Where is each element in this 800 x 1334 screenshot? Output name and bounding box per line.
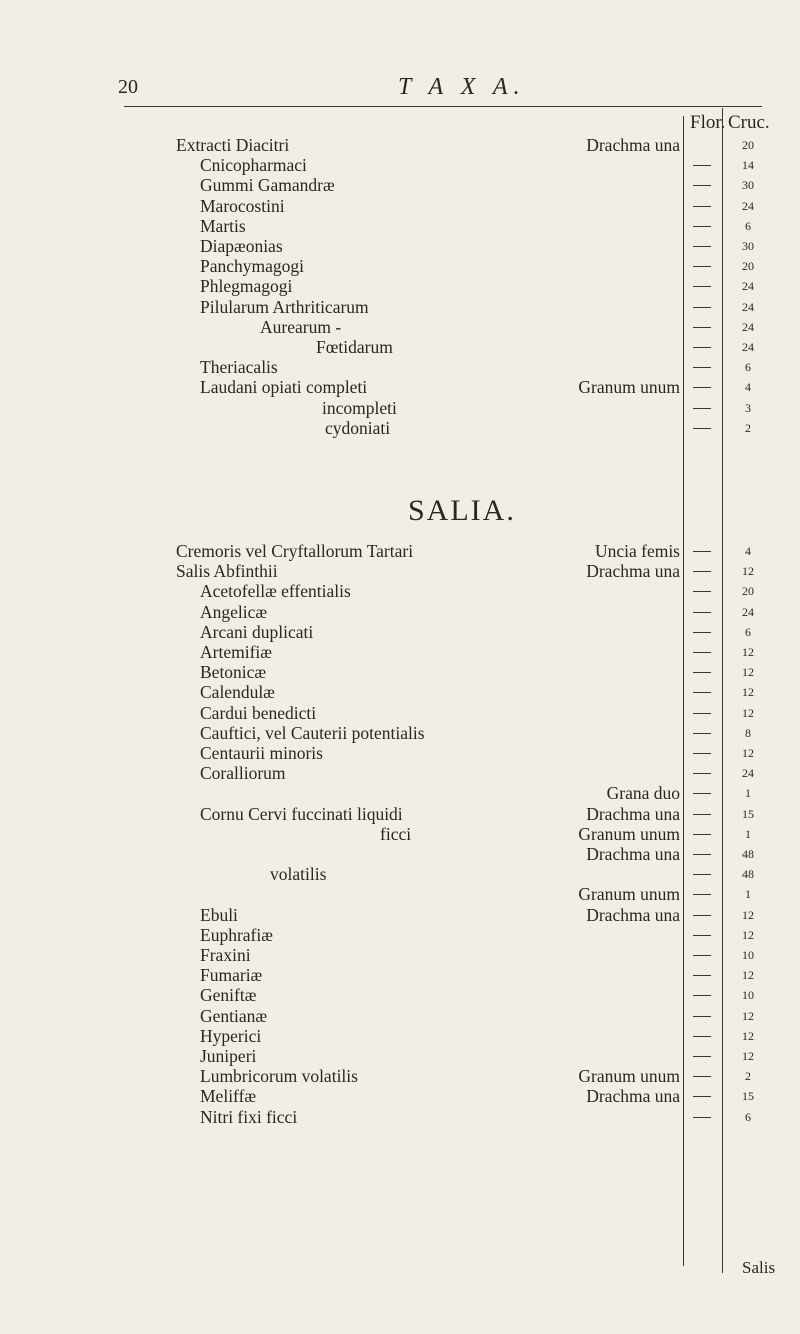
- entry-label: Pilularum Arthriticarum: [200, 296, 369, 317]
- flor-dash: [693, 387, 711, 388]
- cruc-value: 15: [742, 806, 754, 821]
- entry-label: Hyperici: [200, 1025, 262, 1046]
- table-row: [0, 843, 800, 865]
- flor-dash: [693, 1056, 711, 1057]
- cruc-value: 8: [745, 725, 751, 740]
- entry-dose: Uncia femis: [594, 541, 680, 561]
- flor-dash: [693, 266, 711, 267]
- cruc-value: 12: [742, 927, 754, 942]
- flor-dash: [693, 652, 711, 653]
- entry-dose: Drachma una: [586, 1086, 680, 1107]
- entry-dose: Granum unum: [578, 884, 680, 905]
- table-row: [0, 540, 800, 562]
- entry-label: cydoniati: [325, 417, 391, 438]
- entry-label: volatilis: [270, 864, 327, 885]
- entry-label: ficci: [380, 823, 412, 844]
- cruc-value: 3: [745, 400, 751, 415]
- table-row: [0, 1106, 800, 1128]
- entry-dose: Drachma una: [586, 844, 680, 864]
- cruc-value: 12: [742, 665, 754, 680]
- cruc-value: 12: [742, 1008, 754, 1023]
- flor-dash: [693, 1036, 711, 1037]
- cruc-value: 12: [742, 705, 754, 720]
- table-row: [0, 235, 800, 257]
- cruc-value: 12: [742, 1028, 754, 1043]
- table-row: [0, 397, 800, 419]
- cruc-value: 12: [742, 645, 754, 659]
- table-row: [0, 195, 800, 217]
- flor-dash: [693, 591, 711, 592]
- cruc-value: 15: [742, 1089, 754, 1104]
- cruc-value: 1: [745, 887, 751, 902]
- cruc-value: 1: [745, 826, 751, 841]
- table-row: [0, 1025, 800, 1047]
- entry-label: Laudani opiati completi: [200, 377, 368, 398]
- entry-dose: Granum unum: [578, 1066, 680, 1087]
- table-row: [0, 1065, 800, 1087]
- cruc-value: 14: [742, 158, 754, 173]
- table-row: [0, 580, 800, 602]
- flor-dash: [693, 612, 711, 613]
- cruc-value: 24: [742, 766, 754, 781]
- entry-label: Ebuli: [200, 904, 238, 925]
- entry-label: Panchymagogi: [200, 256, 305, 277]
- flor-dash: [693, 1076, 711, 1077]
- flor-dash: [693, 894, 711, 895]
- entry-label: Cnicopharmaci: [200, 155, 307, 176]
- entry-label: Fœtidarum: [316, 337, 393, 357]
- cruc-value: 30: [742, 239, 754, 253]
- table-row: [0, 1045, 800, 1067]
- flor-dash: [693, 551, 711, 552]
- flor-dash: [693, 347, 711, 348]
- table-row: [0, 742, 800, 764]
- flor-dash: [693, 185, 711, 186]
- entry-label: Gummi Gamandræ: [200, 175, 335, 196]
- cruc-value: 12: [742, 564, 754, 579]
- flor-dash: [693, 854, 711, 855]
- table-row: [0, 722, 800, 744]
- cruc-value: 20: [742, 138, 754, 152]
- table-row: [0, 356, 800, 378]
- cruc-value: 24: [742, 299, 754, 314]
- entry-label: Lumbricorum volatilis: [200, 1066, 358, 1087]
- cruc-value: 6: [745, 360, 751, 375]
- entry-label: Coralliorum: [200, 763, 286, 784]
- table-row: [0, 621, 800, 643]
- cruc-value: 4: [745, 380, 751, 395]
- table-row: [0, 154, 800, 176]
- entry-label: Meliffæ: [200, 1086, 257, 1107]
- table-row: [0, 823, 800, 845]
- table-row: [0, 883, 800, 905]
- flor-dash: [693, 571, 711, 572]
- table-row: [0, 641, 800, 663]
- cruc-value: 6: [745, 218, 751, 233]
- entry-label: Gentianæ: [200, 1005, 268, 1026]
- table-row: [0, 376, 800, 398]
- table-row: [0, 560, 800, 582]
- flor-dash: [693, 327, 711, 328]
- flor-dash: [693, 408, 711, 409]
- cruc-value: 20: [742, 584, 754, 599]
- entry-dose: Granum unum: [578, 377, 680, 398]
- table-row: [0, 803, 800, 825]
- entry-label: Geniftæ: [200, 985, 257, 1006]
- entry-label: Acetofellæ effentialis: [200, 581, 351, 602]
- cruc-value: 48: [742, 847, 754, 861]
- entry-label: Marocostini: [200, 195, 285, 216]
- catchword: Salis: [742, 1258, 776, 1277]
- entry-label: Theriacalis: [200, 357, 278, 378]
- table-row: [0, 134, 800, 156]
- entry-label: Cornu Cervi fuccinati liquidi: [200, 803, 403, 824]
- entry-label: Martis: [200, 215, 246, 236]
- flor-dash: [693, 915, 711, 916]
- flor-dash: [693, 975, 711, 976]
- header-rule: [124, 106, 762, 107]
- flor-dash: [693, 773, 711, 774]
- flor-dash: [693, 793, 711, 794]
- entry-label: incompleti: [322, 397, 397, 418]
- cruc-value: 2: [745, 1069, 751, 1084]
- cruc-value: 4: [745, 544, 751, 558]
- table-row: [0, 316, 800, 338]
- flor-dash: [693, 1096, 711, 1097]
- flor-dash: [693, 206, 711, 207]
- flor-dash: [693, 733, 711, 734]
- entry-label: Cardui benedicti: [200, 702, 317, 723]
- cruc-value: 6: [745, 1109, 751, 1124]
- flor-dash: [693, 428, 711, 429]
- table-row: [0, 296, 800, 318]
- entry-label: Angelicæ: [200, 601, 268, 622]
- entry-dose: Drachma una: [586, 561, 680, 582]
- table-row: [0, 1005, 800, 1027]
- flor-dash: [693, 672, 711, 673]
- table-row: [0, 782, 800, 804]
- entry-label: Diapæonias: [200, 236, 283, 256]
- flor-dash: [693, 753, 711, 754]
- table-row: [0, 255, 800, 277]
- cruc-value: 2: [745, 420, 751, 435]
- table-row: [0, 215, 800, 237]
- flor-dash: [693, 874, 711, 875]
- table-row: [0, 984, 800, 1006]
- entry-label: Fumariæ: [200, 965, 263, 986]
- cruc-value: 10: [742, 948, 754, 962]
- entry-label: Cremoris vel Cryftallorum Tartari: [176, 541, 414, 561]
- cruc-value: 12: [742, 968, 754, 983]
- table-row: [0, 863, 800, 885]
- entry-label: Betonicæ: [200, 662, 267, 683]
- entry-label: Calendulæ: [200, 682, 275, 703]
- cruc-value: 24: [742, 604, 754, 619]
- column-header-cruc: Cruc.: [728, 112, 770, 133]
- flor-dash: [693, 367, 711, 368]
- table-row: [0, 1085, 800, 1107]
- flor-dash: [693, 1016, 711, 1017]
- flor-dash: [693, 955, 711, 956]
- cruc-value: 10: [742, 988, 754, 1003]
- cruc-value: 12: [742, 907, 754, 922]
- entry-label: Cauftici, vel Cauterii potentialis: [200, 722, 425, 743]
- column-header-flor: Flor.: [690, 112, 726, 133]
- entry-label: Fraxini: [200, 945, 251, 965]
- entry-label: Phlegmagogi: [200, 276, 293, 297]
- table-row: [0, 904, 800, 926]
- table-row: [0, 924, 800, 946]
- entry-label: Centaurii minoris: [200, 743, 323, 763]
- flor-dash: [693, 286, 711, 287]
- table-row: [0, 762, 800, 784]
- flor-dash: [693, 814, 711, 815]
- table-row: [0, 336, 800, 358]
- entry-dose: Drachma una: [586, 803, 680, 824]
- entry-label: Nitri fixi ficci: [200, 1106, 298, 1127]
- entry-dose: Drachma una: [586, 135, 680, 155]
- cruc-value: 24: [742, 198, 754, 213]
- entry-label: Euphrafiæ: [200, 924, 273, 945]
- cruc-value: 24: [742, 279, 754, 294]
- section-title: SALIA.: [408, 494, 516, 527]
- table-row: [0, 702, 800, 724]
- entry-label: Artemifiæ: [200, 642, 272, 662]
- cruc-value: 24: [742, 340, 754, 354]
- running-title: T A X A.: [398, 74, 526, 100]
- flor-dash: [693, 995, 711, 996]
- cruc-value: 20: [742, 259, 754, 274]
- table-row: [0, 601, 800, 623]
- entry-dose: Drachma una: [586, 904, 680, 925]
- cruc-value: 48: [742, 867, 754, 882]
- table-row: [0, 944, 800, 966]
- entry-dose: Grana duo: [606, 783, 680, 804]
- cruc-value: 30: [742, 178, 754, 193]
- cruc-value: 6: [745, 624, 751, 639]
- flor-dash: [693, 246, 711, 247]
- table-row: [0, 964, 800, 986]
- entry-label: Salis Abfinthii: [176, 561, 278, 582]
- flor-dash: [693, 1117, 711, 1118]
- table-row: [0, 681, 800, 703]
- cruc-value: 1: [745, 786, 751, 801]
- page-number: 20: [118, 76, 138, 98]
- flor-dash: [693, 226, 711, 227]
- entry-label: Arcani duplicati: [200, 621, 314, 642]
- entry-dose: Granum unum: [578, 823, 680, 844]
- table-row: [0, 275, 800, 297]
- entry-label: Juniperi: [200, 1046, 257, 1066]
- flor-dash: [693, 935, 711, 936]
- table-row: [0, 174, 800, 196]
- flor-dash: [693, 165, 711, 166]
- flor-dash: [693, 692, 711, 693]
- entry-label: Aurearum -: [260, 316, 342, 337]
- table-row: [0, 661, 800, 683]
- flor-dash: [693, 632, 711, 633]
- flor-dash: [693, 713, 711, 714]
- entry-label: Extracti Diacitri: [176, 135, 290, 155]
- flor-dash: [693, 834, 711, 835]
- flor-dash: [693, 307, 711, 308]
- table-row: [0, 417, 800, 439]
- cruc-value: 12: [742, 1049, 754, 1063]
- cruc-value: 12: [742, 746, 754, 760]
- cruc-value: 12: [742, 685, 754, 700]
- cruc-value: 24: [742, 319, 754, 334]
